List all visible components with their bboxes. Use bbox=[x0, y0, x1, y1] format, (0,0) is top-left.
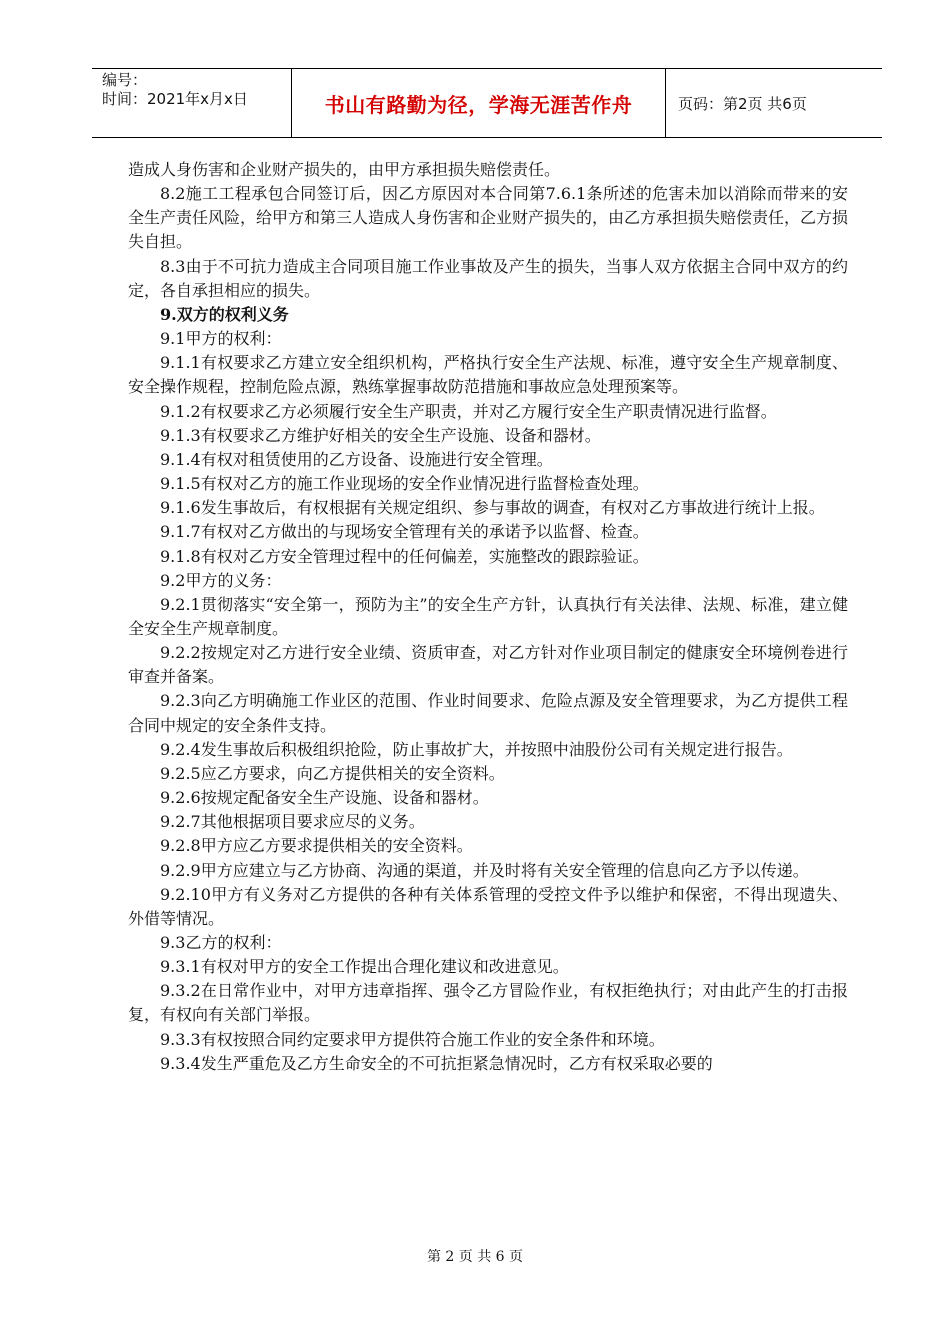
paragraph: 9.2.8甲方应乙方要求提供相关的安全资料。 bbox=[160, 836, 473, 856]
paragraph: 造成人身伤害和企业财产损失的，由甲方承担损失赔偿责任。 bbox=[128, 160, 561, 179]
paragraph: 9.2.5应乙方要求，向乙方提供相关的安全资料。 bbox=[160, 763, 505, 783]
document-time-label: 时间：2021年x月x日 bbox=[102, 90, 248, 108]
header-page-number: 页码：第2页 共6页 bbox=[678, 94, 807, 113]
page-header bbox=[92, 68, 882, 138]
paragraph: 9.3.3有权按照合同约定要求甲方提供符合施工作业的安全条件和环境。 bbox=[160, 1029, 665, 1049]
paragraph: 9.2.3向乙方明确施工作业区的范围、作业时间要求、危险点源及安全管理要求，为乙方提供工程合同中规定的安全条件支持。 bbox=[128, 691, 848, 735]
paragraph: 9.2.1贯彻落实“安全第一，预防为主”的安全生产方针，认真执行有关法律、法规、标准，建立健全安全生产规章制度。 bbox=[128, 594, 848, 638]
paragraph: 9.2.6按规定配备安全生产设施、设备和器材。 bbox=[160, 788, 489, 808]
paragraph: 9.2.4发生事故后积极组织抢险，防止事故扩大，并按照中油股份公司有关规定进行报告。 bbox=[160, 739, 793, 759]
paragraph: 9.1甲方的权利： bbox=[160, 329, 282, 349]
paragraph: 9.1.1有权要求乙方建立安全组织机构，严格执行安全生产法规、标准，遵守安全生产规章制度、安全操作规程，控制危险点源，熟练掌握事故防范措施和事故应急处理预案等。 bbox=[128, 353, 848, 397]
header-meta bbox=[92, 69, 292, 137]
paragraph: 9.1.7有权对乙方做出的与现场安全管理有关的承诺予以监督、检查。 bbox=[160, 522, 649, 542]
document-number-label: 编号： bbox=[102, 71, 148, 89]
paragraph: 9.1.6发生事故后，有权根据有关规定组织、参与事故的调查，有权对乙方事故进行统计上报。 bbox=[160, 498, 825, 518]
paragraph: 9.2.10甲方有义务对乙方提供的各种有关体系管理的受控文件予以维护和保密，不得出现遗失、外借等情况。 bbox=[128, 884, 848, 928]
paragraph: 9.1.5有权对乙方的施工作业现场的安全作业情况进行监督检查处理。 bbox=[160, 474, 649, 494]
section-heading: 9.双方的权利义务 bbox=[160, 304, 289, 324]
paragraph: 9.1.3有权要求乙方维护好相关的安全生产设施、设备和器材。 bbox=[160, 425, 601, 445]
paragraph: 9.3.2在日常作业中，对甲方违章指挥、强令乙方冒险作业，有权拒绝执行；对由此产生的打击报复，有权向有关部门举报。 bbox=[128, 981, 848, 1025]
paragraph: 9.1.2有权要求乙方必须履行安全生产职责，并对乙方履行安全生产职责情况进行监督。 bbox=[160, 401, 777, 421]
paragraph: 8.3由于不可抗力造成主合同项目施工作业事故及产生的损失，当事人双方依据主合同中双方的约定，各自承担相应的损失。 bbox=[128, 256, 848, 300]
paragraph: 9.2甲方的义务： bbox=[160, 570, 282, 590]
page-footer: 第 2 页 共 6 页 bbox=[426, 1249, 524, 1265]
paragraph: 9.3.4发生严重危及乙方生命安全的不可抗拒紧急情况时，乙方有权采取必要的 bbox=[160, 1053, 713, 1073]
paragraph: 9.3乙方的权利： bbox=[160, 933, 282, 952]
paragraph: 9.2.7其他根据项目要求应尽的义务。 bbox=[160, 812, 425, 832]
document-body bbox=[128, 158, 848, 1076]
paragraph: 8.2施工工程承包合同签订后，因乙方原因对本合同第7.6.1条所述的危害未加以消除而带来的安全生产责任风险，给甲方和第三人造成人身伤害和企业财产损失的，由乙方承担损失赔偿责任，乙方损失自担。 bbox=[128, 184, 849, 252]
header-motto: 书山有路勤为径，学海无涯苦作舟 bbox=[292, 69, 666, 137]
paragraph: 9.1.8有权对乙方安全管理过程中的任何偏差，实施整改的跟踪验证。 bbox=[160, 546, 649, 566]
paragraph: 9.2.9甲方应建立与乙方协商、沟通的渠道，并及时将有关安全管理的信息向乙方予以传递。 bbox=[160, 860, 809, 880]
paragraph: 9.1.4有权对租赁使用的乙方设备、设施进行安全管理。 bbox=[160, 449, 553, 469]
paragraph: 9.2.2按规定对乙方进行安全业绩、资质审查，对乙方针对作业项目制定的健康安全环境例卷进行审查并备案。 bbox=[128, 643, 848, 687]
paragraph: 9.3.1有权对甲方的安全工作提出合理化建议和改进意见。 bbox=[160, 957, 569, 977]
